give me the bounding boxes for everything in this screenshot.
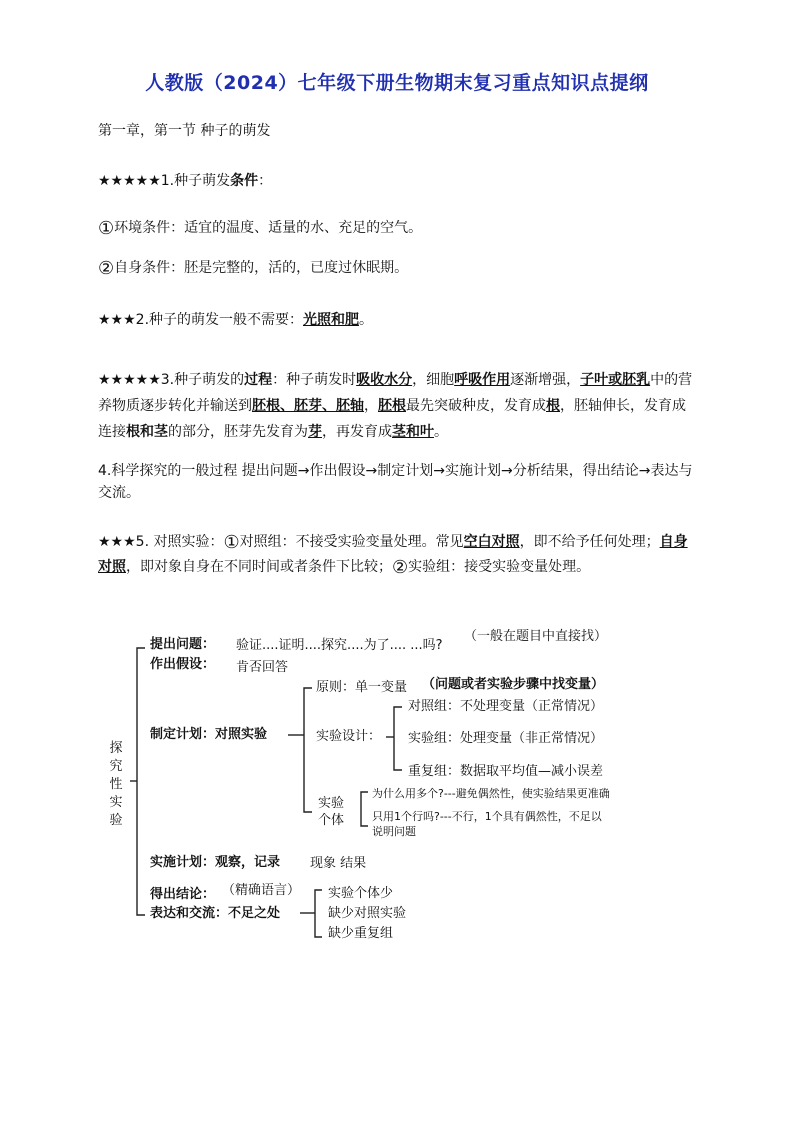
p3-k6: 胚根 [378,398,406,414]
circled-number: ② [98,258,115,279]
p3-k4: 子叶或胚乳 [580,372,651,388]
star-rating: ★★★★★ [98,372,161,388]
star-rating: ★★★ [98,312,136,328]
p3-k8: 根和茎 [126,424,168,440]
p3-t10: ，再发育成 [322,424,392,440]
p5-k2: 自身对照 [98,534,688,575]
design-bracket [394,707,402,770]
principle-label: 原则：单一变量 [316,680,408,695]
point-2-key: 光照和肥 [303,312,360,328]
p3-k3: 呼吸作用 [454,372,511,388]
p5-t3: ，即不给予任何处理； [519,534,660,550]
p3-t1: 3.种子萌发的 [160,372,245,388]
p3-k7: 根 [546,398,560,414]
individual-q2: 只用1个行吗?---不行，1个具有偶然性，不足以 [372,810,602,823]
plan-label: 制定计划：对照实验 [150,727,268,742]
individual-bracket [361,792,368,826]
p3-k2: 吸收水分 [356,372,413,388]
star-rating: ★★★ [98,534,136,550]
conclusion-note: （精确语言） [222,883,301,898]
point-2-end: 。 [359,312,374,328]
expression-label: 表达和交流：不足之处 [150,906,281,921]
principle-note: （问题或者实验步骤中找变量） [422,677,605,692]
point-1a-text: 环境条件：适宜的温度、适量的水、充足的空气。 [114,220,423,236]
p5-t2: 对照组：不接受实验变量处理。常见 [239,534,464,550]
point-2-text: 2.种子的萌发一般不需要： [135,312,304,328]
individual-q2-cont: 说明问题 [372,825,416,838]
page-title: 人教版（2024）七年级下册生物期末复习重点知识点提纲 [145,72,649,94]
p3-t4: 逐渐增强， [510,372,581,388]
p3-t3: ，细胞 [412,372,455,388]
p3-t11: 。 [434,424,448,440]
p3-k10: 茎和叶 [392,424,434,440]
experimental-group: 实验组：处理变量（非正常情况） [408,731,604,746]
control-group: 对照组：不处理变量（正常情况） [408,699,604,714]
lack-bracket [315,890,322,937]
p3-t9: 的部分，胚芽先发育为 [168,424,308,440]
p3-k1: 过程 [244,372,273,388]
point-1-key: 条件 [230,173,259,189]
main-bracket [137,648,145,915]
conclusion-label: 得出结论： [150,887,216,902]
individual-label: 实验个体 [318,796,345,828]
p3-t6: ， [364,398,378,414]
p5-t5: 实验组：接受实验变量处理。 [408,559,591,575]
circled-number: ① [223,532,240,553]
point-1b-text: 自身条件：胚是完整的，活的，已度过休眠期。 [114,260,409,276]
lack-item-1: 实验个体少 [328,886,394,901]
lack-item-2: 缺少对照实验 [328,906,407,921]
plan-bracket [304,688,312,812]
p3-t8: ，胚轴伸长，发育成连接 [98,398,686,440]
point-1-end: ： [258,173,273,189]
circled-number: ① [98,218,115,239]
p3-t2: ：种子萌发时 [272,372,357,388]
design-label: 实验设计： [316,729,382,744]
point-1-text: 1.种子萌发 [160,173,231,189]
diagram-root: 探究性实验 [109,741,123,828]
p5-t1: 5. 对照实验： [135,534,224,550]
implement-text: 现象 结果 [310,856,367,871]
p3-t5: 中的营养物质逐步转化并输送到 [98,372,693,414]
implement-label: 实施计划：观察，记录 [150,855,281,870]
question-note: （一般在题目中直接找） [464,629,608,644]
repeat-group: 重复组：数据取平均值—减小误差 [408,764,604,779]
p5-t4: ，即对象自身在不同时间或者条件下比较； [126,559,392,575]
question-label: 提出问题： [150,637,216,652]
question-text: 验证....证明....探究....为了.... ...吗? [236,638,443,653]
point-4: 4.科学探究的一般过程 提出问题→作出假设→制定计划→实施计划→分析结果，得出结论→表达与交流。 [98,463,693,501]
p5-k1: 空白对照 [463,534,520,550]
circled-number: ② [392,557,409,578]
chapter-heading: 第一章，第一节 种子的萌发 [98,123,271,139]
p3-k5: 胚根、胚芽、胚轴 [252,398,364,414]
lack-item-3: 缺少重复组 [328,926,394,941]
star-rating: ★★★★★ [98,173,161,189]
individual-q1: 为什么用多个?---避免偶然性，使实验结果更准确 [372,787,610,800]
hypothesis-label: 作出假设： [150,657,216,672]
p3-k9: 芽 [308,424,322,440]
hypothesis-text: 肯否回答 [236,660,289,675]
p3-t7: 最先突破种皮，发育成 [406,398,546,414]
